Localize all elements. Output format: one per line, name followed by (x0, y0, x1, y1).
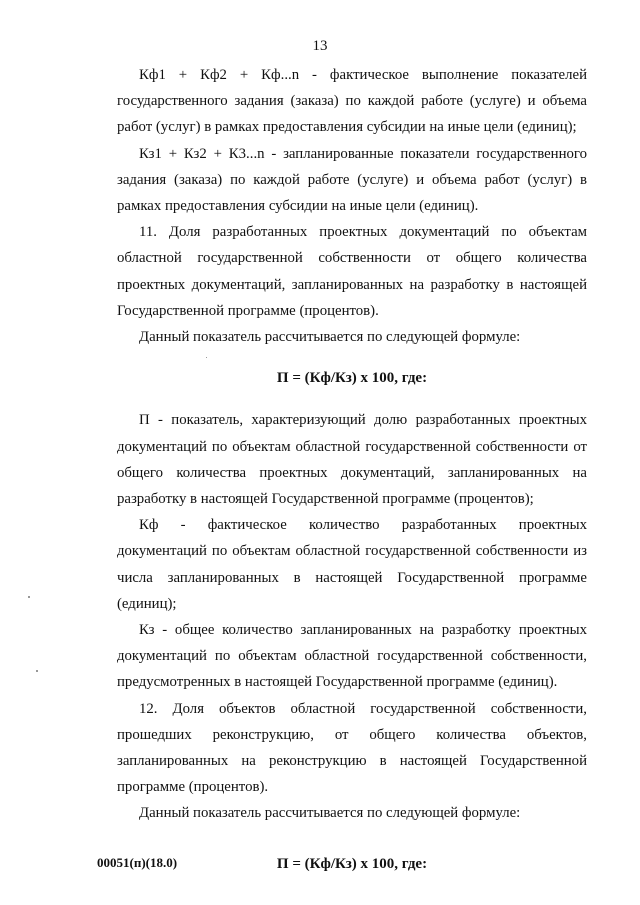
paragraph-indicator-12: 12. Доля объектов областной государственной собственности, прошедших реконструкцию, от общего количества объектов, запланированных на реконструкцию в настоящей Государственной программе (процентов). (117, 700, 587, 796)
paragraph-formula-intro-1: Данный показатель рассчитывается по следующей формуле: (139, 329, 521, 346)
paragraph-kz-definition: Кз1 + Кз2 + К3...n - запланированные показатели государственного задания (заказа) по каждой работе (услуге) и объема работ (услуг) в рамках предоставления субсидии на иные цели (единиц). (117, 145, 587, 215)
document-body (117, 62, 587, 877)
formula-1: П = (Кф/Кз) х 100, где: (276, 370, 428, 387)
paragraph-p-definition: П - показатель, характеризующий долю разработанных проектных документаций по объектам областной государственной собственности от общего количества проектных документаций, запланированных на разработку в настоящей Государственной программе (процентов); (117, 412, 587, 508)
paragraph-kz-total-definition: Кз - общее количество запланированных на разработку проектных документаций по объектам областной государственной собственности, предусмотренных в настоящей Государственной программе (единиц). (117, 622, 587, 691)
scan-speck (206, 357, 207, 358)
paragraph-formula-intro-2: Данный показатель рассчитывается по следующей формуле: (139, 805, 521, 822)
formula-2: П = (Кф/Кз) х 100, где: (276, 855, 428, 872)
scan-speck (36, 670, 38, 672)
footer-document-code: 00051(п)(18.0) (97, 855, 178, 870)
paragraph-indicator-11: 11. Доля разработанных проектных документаций по объектам областной государственной собственности от общего количества проектных документаций, запланированных на разработку в настоящей Государственной программе (процентов). (117, 224, 587, 319)
paragraph-kf-actual-definition: Кф - фактическое количество разработанных проектных документаций по объектам областной государственной собственности из числа запланированных в настоящей Государственной программе (единиц); (117, 517, 587, 612)
page-number: 13 (312, 38, 328, 54)
paragraph-kf-definition: Кф1 + Кф2 + Кф...n - фактическое выполнение показателей государственного задания (заказа) по каждой работе (услуге) и объема работ (услуг) в рамках предоставления субсидии на иные цели (единиц); (117, 67, 587, 136)
scan-speck (28, 596, 30, 598)
